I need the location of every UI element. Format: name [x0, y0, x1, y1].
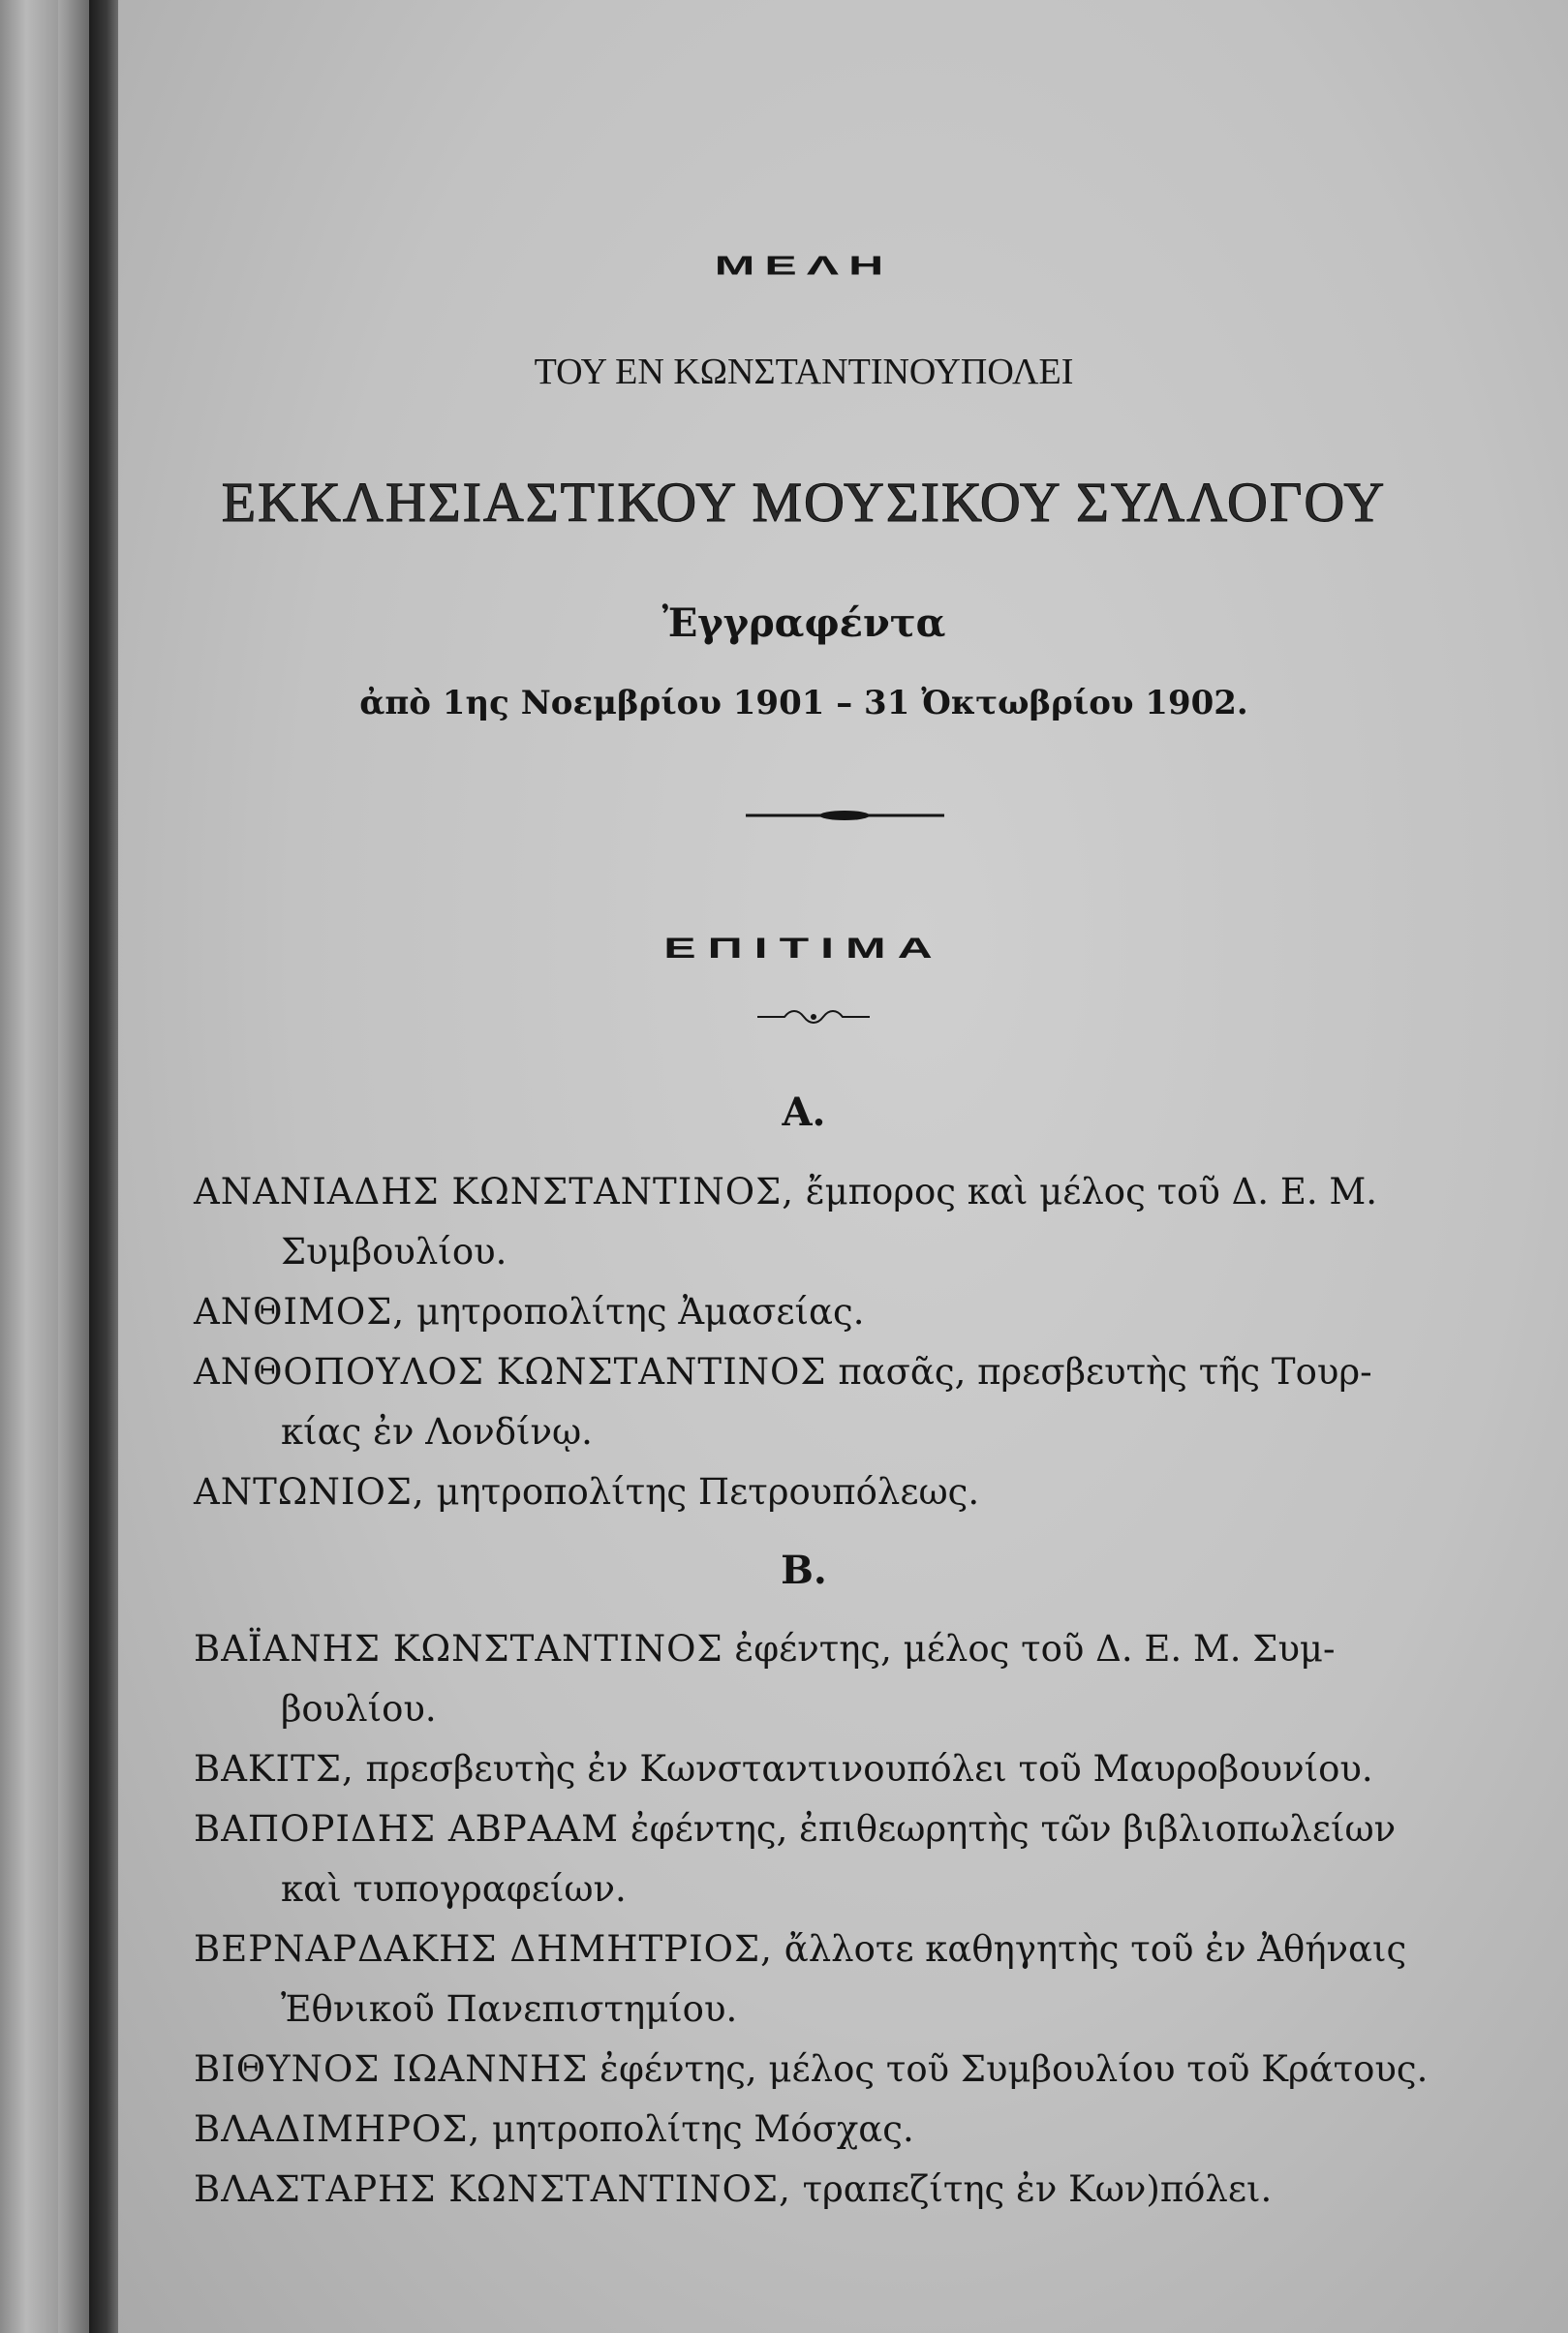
date-range: ἀπὸ 1ης Νοεμβρίου 1901 – 31 Ὀκτωβρίου 1902. — [359, 684, 1248, 722]
member-description-continued: Ἐθνικοῦ Πανεπιστημίου. — [281, 1988, 738, 2030]
member-description: μητροπολίτης Πετρουπόλεως. — [424, 1471, 980, 1513]
member-entry — [194, 1739, 1373, 1799]
member-entry — [194, 2160, 1272, 2220]
member-description: ἄλλοτε καθηγητὴς τοῦ ἐν Ἀθήναις — [772, 1928, 1407, 1970]
group-letter-b: Β. — [781, 1548, 827, 1593]
member-description: πασᾶς, πρεσβευτὴς τῆς Τουρ- — [826, 1351, 1372, 1393]
member-name: ΒΛΑΣΤΑΡΗΣ ΚΩΝΣΤΑΝΤΙΝΟΣ, — [194, 2168, 791, 2210]
member-name: ΑΝΘΙΜΟΣ, — [194, 1291, 406, 1333]
ornamental-rule — [746, 810, 944, 821]
member-name: ΒΙΘΥΝΟΣ ΙΩΑΝΝΗΣ — [194, 2048, 589, 2090]
member-description-continued: Συμβουλίου. — [281, 1231, 507, 1273]
member-description-continued: κίας ἐν Λονδίνῳ. — [281, 1411, 593, 1453]
member-name: ΑΝΑΝΙΑΔΗΣ ΚΩΝΣΤΑΝΤΙΝΟΣ, — [194, 1171, 794, 1213]
member-name: ΒΕΡΝΑΡΔΑΚΗΣ ΔΗΜΗΤΡΙΟΣ, — [194, 1928, 773, 1970]
page-title: ΜΕΛΗ — [714, 250, 894, 281]
society-name: ΕΚΚΛΗΣΙΑΣΤΙΚΟΥ ΜΟΥΣΙΚΟΥ ΣΥΛΛΟΓΟΥ — [221, 471, 1387, 534]
member-description: ἐφέντης, μέλος τοῦ Συμβουλίου τοῦ Κράτους. — [588, 2048, 1429, 2090]
member-entry — [194, 1919, 1406, 2040]
section-title: ΕΠΙΤΙΜΑ — [663, 932, 944, 965]
member-name: ΑΝΤΩΝΙΟΣ, — [194, 1471, 425, 1513]
member-description-continued: καὶ τυπογραφείων. — [281, 1868, 627, 1910]
member-entry — [194, 1162, 1377, 1282]
member-entry — [194, 1619, 1335, 1739]
member-description: ἐφέντης, μέλος τοῦ Δ. Ε. Μ. Συμ- — [723, 1628, 1336, 1670]
member-entry — [194, 2040, 1428, 2100]
member-entry — [194, 2100, 914, 2160]
member-name: ΒΑΚΙΤΣ, — [194, 1748, 354, 1790]
member-name: ΒΛΑΔΙΜΗΡΟΣ, — [194, 2108, 481, 2150]
member-name: ΒΑΠΟΡΙΔΗΣ ΑΒΡΑΑΜ — [194, 1808, 620, 1850]
member-entry — [194, 1282, 865, 1342]
page-subtitle: ΤΟΥ ΕΝ ΚΩΝΣΤΑΝΤΙΝΟΥΠΟΛΕΙ — [534, 352, 1074, 392]
member-description: τραπεζίτης ἐν Κων)πόλει. — [790, 2168, 1273, 2210]
member-description: μητροπολίτης Ἀμασείας. — [405, 1291, 865, 1333]
book-gutter — [89, 0, 118, 2333]
flourish-ornament — [755, 1007, 872, 1027]
member-entry — [194, 1462, 979, 1522]
member-name: ΒΑΪΑΝΗΣ ΚΩΝΣΤΑΝΤΙΝΟΣ — [194, 1628, 723, 1670]
registered-heading: Ἐγγραφέντα — [661, 600, 946, 646]
member-description: ἐφέντης, ἐπιθεωρητὴς τῶν βιβλιοπωλείων — [619, 1808, 1397, 1850]
member-name: ΑΝΘΟΠΟΥΛΟΣ ΚΩΝΣΤΑΝΤΙΝΟΣ — [194, 1351, 827, 1393]
member-entry — [194, 1799, 1396, 1919]
facing-page-edge — [0, 0, 58, 2333]
member-entry — [194, 1342, 1372, 1462]
member-description: μητροπολίτης Μόσχας. — [480, 2108, 914, 2150]
member-description: ἔμπορος καὶ μέλος τοῦ Δ. Ε. Μ. — [794, 1171, 1377, 1213]
member-description: πρεσβευτὴς ἐν Κωνσταντινουπόλει τοῦ Μαυροβουνίου. — [354, 1748, 1373, 1790]
member-description-continued: βουλίου. — [281, 1688, 437, 1730]
group-letter-a: Α. — [782, 1090, 826, 1135]
page-fold — [58, 0, 89, 2333]
